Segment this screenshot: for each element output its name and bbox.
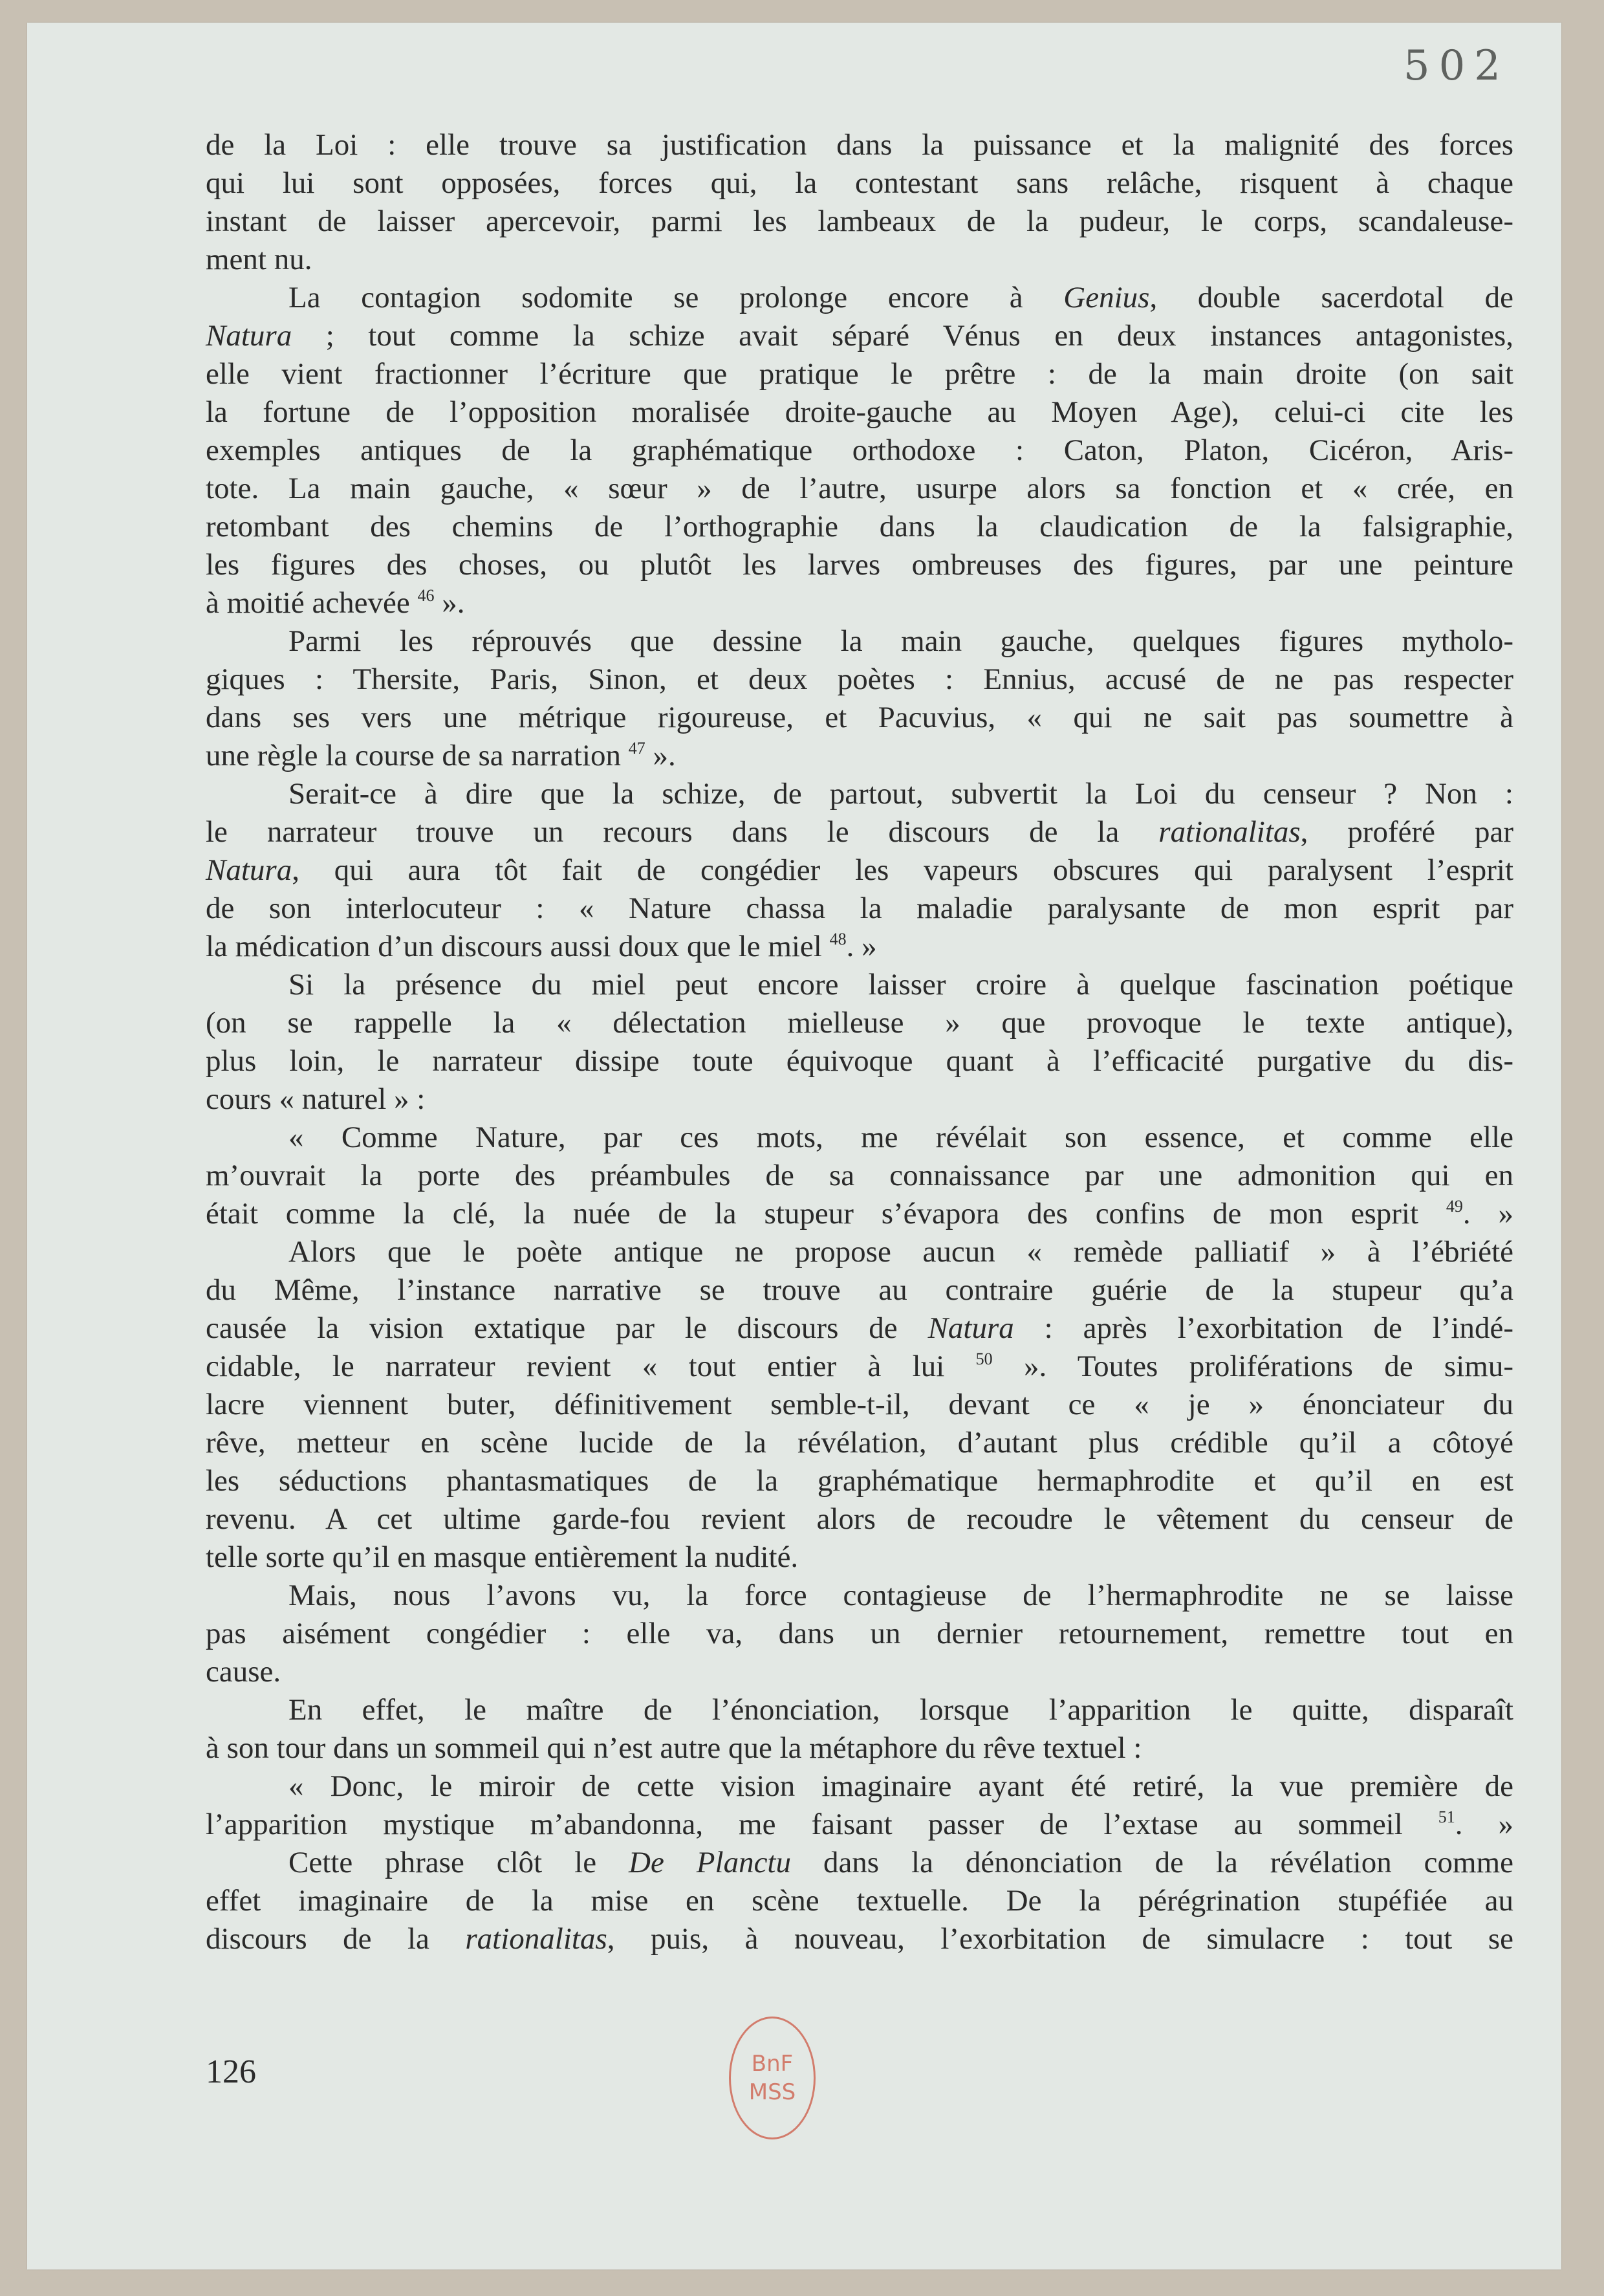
text-line: de son interlocuteur : « Nature chassa la maladie paralysante de mon esprit par (206, 891, 1513, 925)
italic-term: Natura (206, 319, 292, 353)
text-line: La contagion sodomite se prolonge encore à Genius, double sacerdotal de (288, 281, 1513, 314)
italic-term: rationalitas (465, 1922, 607, 1956)
text-line: plus loin, le narrateur dissipe toute équivoque quant à l’efficacité purgative du dis- (206, 1044, 1513, 1078)
footnote-ref: 49 (1446, 1197, 1463, 1216)
text-line: rêve, metteur en scène lucide de la révélation, d’autant plus crédible qu’il a côtoyé (206, 1426, 1513, 1460)
text-line: cours « naturel » : (206, 1082, 426, 1116)
text-line: giques : Thersite, Paris, Sinon, et deux poètes : Ennius, accusé de ne pas respecter (206, 662, 1513, 696)
text-line: cause. (206, 1655, 281, 1689)
text-line: était comme la clé, la nuée de la stupeur s’évapora des confins de mon esprit $^{49}$. » (206, 1197, 1513, 1230)
text-line: elle vient fractionner l’écriture que pratique le prêtre : de la main droite (on sait (206, 357, 1513, 391)
text-line: lacre viennent buter, définitivement semble-t-il, devant ce « je » énonciateur du (206, 1388, 1513, 1421)
text-line: la médication d’un discours aussi doux que le miel $^{48}$. » (206, 930, 877, 963)
text-line: Cette phrase clôt le De Planctu dans la dénonciation de la révélation comme (288, 1846, 1513, 1879)
text-line: revenu. A cet ultime garde-fou revient alors de recoudre le vêtement du censeur de (206, 1502, 1513, 1536)
text-line: les figures des choses, ou plutôt les larves ombreuses des figures, par une peinture (206, 548, 1513, 582)
text-line: telle sorte qu’il en masque entièrement la nudité. (206, 1540, 799, 1574)
text-line: instant de laisser apercevoir, parmi les lambeaux de la pudeur, le corps, scandaleuse- (206, 204, 1513, 238)
italic-term: Natura (927, 1311, 1014, 1345)
italic-term: rationalitas (1158, 815, 1301, 849)
text-line: ment nu. (206, 243, 312, 276)
stamp-line-1: BnF (751, 2051, 794, 2077)
text-line: Serait-ce à dire que la schize, de partout, subvertit la Loi du censeur ? Non : (288, 777, 1513, 811)
page-number: 126 (206, 2053, 256, 2090)
text-line: cidable, le narrateur revient « tout entier à lui $^{50}$ ». Toutes proliférations de simu- (206, 1350, 1513, 1383)
italic-term: De Planctu (629, 1846, 791, 1879)
footnote-ref: 48 (829, 930, 847, 948)
text-line: Mais, nous l’avons vu, la force contagieuse de l’hermaphrodite ne se laisse (288, 1579, 1513, 1612)
text-line: qui lui sont opposées, forces qui, la contestant sans relâche, risquent à chaque (206, 166, 1513, 200)
text-line: Natura ; tout comme la schize avait séparé Vénus en deux instances antagonistes, (206, 319, 1513, 353)
text-line: m’ouvrait la porte des préambules de sa connaissance par une admonition qui en (206, 1159, 1513, 1192)
text-line: effet imaginaire de la mise en scène textuelle. De la pérégrination stupéfiée au (206, 1884, 1513, 1918)
text-line: tote. La main gauche, « sœur » de l’autre, usurpe alors sa fonction et « crée, en (206, 472, 1513, 505)
text-line: En effet, le maître de l’énonciation, lorsque l’apparition le quitte, disparaît (288, 1693, 1513, 1727)
text-line: « Comme Nature, par ces mots, me révélait son essence, et comme elle (288, 1121, 1513, 1154)
scanned-page (27, 23, 1561, 2269)
text-line: le narrateur trouve un recours dans le discours de la rationalitas, proféré par (206, 815, 1513, 849)
footnote-ref: 46 (417, 586, 435, 605)
text-line: les séductions phantasmatiques de la graphématique hermaphrodite et qu’il en est (206, 1464, 1513, 1498)
text-line: Natura, qui aura tôt fait de congédier les vapeurs obscures qui paralysent l’esprit (206, 853, 1513, 887)
italic-term: Natura (206, 853, 292, 887)
footnote-ref: 47 (628, 739, 645, 758)
text-line: retombant des chemins de l’orthographie dans la claudication de la falsigraphie, (206, 510, 1513, 543)
text-line: (on se rappelle la « délectation mielleuse » que provoque le texte antique), (206, 1006, 1513, 1040)
body-text (206, 126, 1513, 1958)
text-line: du Même, l’instance narrative se trouve au contraire guérie de la stupeur qu’a (206, 1273, 1513, 1307)
text-line: l’apparition mystique m’abandonna, me faisant passer de l’extase au sommeil $^{51}$. » (206, 1808, 1514, 1841)
text-line: de la Loi : elle trouve sa justification dans la puissance et la malignité des forces (206, 128, 1513, 162)
text-line: « Donc, le miroir de cette vision imaginaire ayant été retiré, la vue première de (288, 1769, 1513, 1803)
text-line: à son tour dans un sommeil qui n’est autre que la métaphore du rêve textuel : (206, 1731, 1142, 1765)
text-line: Si la présence du miel peut encore laisser croire à quelque fascination poétique (288, 968, 1513, 1001)
italic-term: Genius (1063, 281, 1150, 314)
text-line: Alors que le poète antique ne propose aucun « remède palliatif » à l’ébriété (288, 1235, 1513, 1269)
text-line: à moitié achevée $^{46}$ ». (206, 586, 465, 620)
text-line: causée la vision extatique par le discours de Natura : après l’exorbitation de l’indé- (206, 1311, 1513, 1345)
footnote-ref: 50 (975, 1350, 993, 1368)
stamp-line-2: MSS (748, 2079, 796, 2105)
text-line: discours de la rationalitas, puis, à nouveau, l’exorbitation de simulacre : tout se (206, 1922, 1513, 1956)
text-line: pas aisément congédier : elle va, dans un dernier retournement, remettre tout en (206, 1617, 1513, 1650)
text-line: exemples antiques de la graphématique orthodoxe : Caton, Platon, Cicéron, Aris- (206, 433, 1513, 467)
text-line: la fortune de l’opposition moralisée droite-gauche au Moyen Age), celui-ci cite les (206, 395, 1513, 429)
text-line: une règle la course de sa narration $^{47}$ ». (206, 739, 676, 772)
footnote-ref: 51 (1438, 1808, 1455, 1826)
text-line: Parmi les réprouvés que dessine la main gauche, quelques figures mytholo- (288, 624, 1513, 658)
library-stamp (729, 2017, 816, 2139)
text-line: dans ses vers une métrique rigoureuse, et Pacuvius, « qui ne sait pas soumettre à (206, 701, 1513, 734)
folio-number: 502 (1403, 42, 1510, 90)
